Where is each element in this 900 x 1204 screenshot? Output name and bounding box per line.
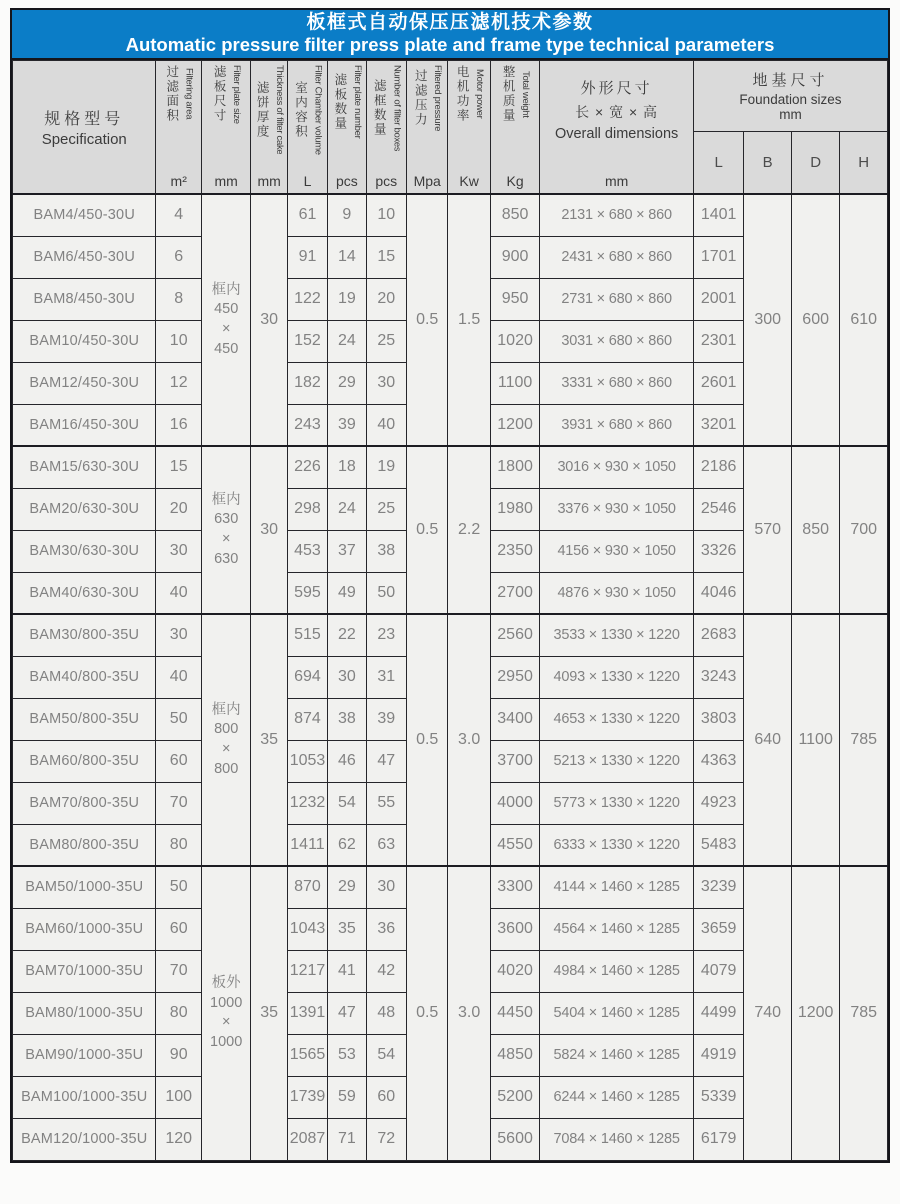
chamber-volume-cell: 61 bbox=[287, 194, 327, 236]
chamber-volume-cell: 694 bbox=[287, 656, 327, 698]
box-number-cell: 47 bbox=[366, 740, 406, 782]
table-header bbox=[13, 61, 888, 195]
filtering-area-cell: 16 bbox=[156, 404, 201, 446]
box-number-cell: 63 bbox=[366, 824, 406, 866]
total-weight-cell: 2350 bbox=[490, 530, 540, 572]
total-weight-cell: 3600 bbox=[490, 908, 540, 950]
overall-dimensions-cell: 5404 × 1460 × 1285 bbox=[540, 992, 694, 1034]
foundation-l-cell: 2683 bbox=[693, 614, 744, 656]
total-weight-cell: 3700 bbox=[490, 740, 540, 782]
chamber-volume-cell: 1217 bbox=[287, 950, 327, 992]
overall-dimensions-cell: 4564 × 1460 × 1285 bbox=[540, 908, 694, 950]
filtering-area-cell: 60 bbox=[156, 740, 201, 782]
box-number-cell: 39 bbox=[366, 698, 406, 740]
box-number-cell: 23 bbox=[366, 614, 406, 656]
overall-dimensions-cell: 4093 × 1330 × 1220 bbox=[540, 656, 694, 698]
overall-dimensions-cell: 2731 × 680 × 860 bbox=[540, 278, 694, 320]
chamber-volume-cell: 515 bbox=[287, 614, 327, 656]
plate-number-cell: 41 bbox=[328, 950, 366, 992]
filtering-area-cell: 10 bbox=[156, 320, 201, 362]
plate-number-cell: 9 bbox=[328, 194, 366, 236]
motor-power-cell: 3.0 bbox=[448, 614, 490, 866]
overall-en: Overall dimensions bbox=[554, 126, 679, 142]
overall-dimensions-cell: 5824 × 1460 × 1285 bbox=[540, 1034, 694, 1076]
foundation-l-cell: 2186 bbox=[693, 446, 744, 488]
total-weight-unit: Kg bbox=[506, 173, 524, 189]
filtered-pressure-zh: 过滤压力 bbox=[413, 69, 428, 128]
chamber-volume-zh: 室内容积 bbox=[293, 80, 308, 139]
col-header-filtering-area bbox=[156, 61, 201, 195]
filtering-area-cell: 80 bbox=[156, 824, 201, 866]
foundation-b-cell: 740 bbox=[744, 866, 791, 1160]
overall-dimensions-cell: 3931 × 680 × 860 bbox=[540, 404, 694, 446]
chamber-volume-cell: 182 bbox=[287, 362, 327, 404]
overall-dimensions-cell: 3331 × 680 × 860 bbox=[540, 362, 694, 404]
box-number-cell: 19 bbox=[366, 446, 406, 488]
chamber-volume-cell: 1232 bbox=[287, 782, 327, 824]
box-number-cell: 54 bbox=[366, 1034, 406, 1076]
plate-number-cell: 14 bbox=[328, 236, 366, 278]
plate-number-cell: 39 bbox=[328, 404, 366, 446]
overall-dimensions-cell: 4984 × 1460 × 1285 bbox=[540, 950, 694, 992]
model-group-2 bbox=[13, 446, 888, 614]
overall-dimensions-cell: 2131 × 680 × 860 bbox=[540, 194, 694, 236]
total-weight-cell: 2700 bbox=[490, 572, 540, 614]
chamber-volume-cell: 453 bbox=[287, 530, 327, 572]
plate-size-zh: 滤板尺寸 bbox=[212, 65, 227, 124]
plate-size-cell: 框内 800 × 800 bbox=[201, 614, 251, 866]
chamber-volume-cell: 595 bbox=[287, 572, 327, 614]
col-header-foundation-b: B bbox=[744, 131, 791, 194]
filtering-area-cell: 12 bbox=[156, 362, 201, 404]
filtering-area-cell: 50 bbox=[156, 698, 201, 740]
filtering-area-cell: 80 bbox=[156, 992, 201, 1034]
plate-number-zh: 滤板数量 bbox=[332, 72, 347, 131]
foundation-l-cell: 2301 bbox=[693, 320, 744, 362]
spec-cell: BAM40/800-35U bbox=[13, 656, 156, 698]
total-weight-cell: 4850 bbox=[490, 1034, 540, 1076]
spec-cell: BAM50/1000-35U bbox=[13, 866, 156, 908]
foundation-b-cell: 570 bbox=[744, 446, 791, 614]
filtering-area-cell: 70 bbox=[156, 782, 201, 824]
filtered-pressure-unit: Mpa bbox=[413, 173, 441, 189]
total-weight-cell: 1020 bbox=[490, 320, 540, 362]
foundation-en: Foundation sizes bbox=[739, 92, 842, 108]
box-number-cell: 31 bbox=[366, 656, 406, 698]
motor-power-cell: 1.5 bbox=[448, 194, 490, 446]
plate-number-cell: 49 bbox=[328, 572, 366, 614]
cake-thickness-en: Thickness of filter cake bbox=[274, 65, 286, 155]
spec-cell: BAM60/800-35U bbox=[13, 740, 156, 782]
foundation-l-cell: 3659 bbox=[693, 908, 744, 950]
foundation-d-cell: 600 bbox=[791, 194, 839, 446]
filtering-area-unit: m² bbox=[170, 173, 187, 189]
filtered-pressure-cell: 0.5 bbox=[406, 194, 447, 446]
plate-size-unit: mm bbox=[214, 173, 238, 189]
overall-unit: mm bbox=[604, 173, 629, 189]
filtered-pressure-en: Filtered pressure bbox=[432, 65, 444, 132]
plate-number-cell: 24 bbox=[328, 488, 366, 530]
model-group-1 bbox=[13, 194, 888, 446]
box-number-cell: 25 bbox=[366, 320, 406, 362]
box-number-zh: 滤框数量 bbox=[372, 79, 387, 138]
total-weight-cell: 1800 bbox=[490, 446, 540, 488]
foundation-h-cell: 610 bbox=[840, 194, 888, 446]
filtering-area-cell: 100 bbox=[156, 1076, 201, 1118]
total-weight-cell: 4020 bbox=[490, 950, 540, 992]
spec-cell: BAM15/630-30U bbox=[13, 446, 156, 488]
box-number-cell: 55 bbox=[366, 782, 406, 824]
spec-cell: BAM50/800-35U bbox=[13, 698, 156, 740]
filtering-area-cell: 30 bbox=[156, 614, 201, 656]
overall-formula: 长 × 宽 × 高 bbox=[575, 104, 659, 120]
foundation-l-cell: 4079 bbox=[693, 950, 744, 992]
col-header-foundation-sizes bbox=[693, 61, 887, 132]
spec-cell: BAM60/1000-35U bbox=[13, 908, 156, 950]
col-header-box-number bbox=[366, 61, 406, 195]
total-weight-zh: 整机质量 bbox=[501, 65, 516, 123]
plate-number-cell: 47 bbox=[328, 992, 366, 1034]
overall-dimensions-cell: 3031 × 680 × 860 bbox=[540, 320, 694, 362]
spec-cell: BAM4/450-30U bbox=[13, 194, 156, 236]
foundation-l-cell: 3243 bbox=[693, 656, 744, 698]
model-group-4 bbox=[13, 866, 888, 1160]
foundation-b-cell: 300 bbox=[744, 194, 791, 446]
plate-size-cell: 板外 1000 × 1000 bbox=[201, 866, 251, 1160]
box-number-unit: pcs bbox=[375, 173, 398, 189]
chamber-volume-cell: 870 bbox=[287, 866, 327, 908]
foundation-l-cell: 3803 bbox=[693, 698, 744, 740]
chamber-volume-cell: 243 bbox=[287, 404, 327, 446]
filtering-area-en: Filtering area bbox=[183, 68, 195, 120]
plate-number-cell: 24 bbox=[328, 320, 366, 362]
title-bar bbox=[12, 10, 888, 60]
box-number-cell: 36 bbox=[366, 908, 406, 950]
table-row bbox=[13, 614, 888, 656]
chamber-volume-cell: 152 bbox=[287, 320, 327, 362]
filtering-area-cell: 8 bbox=[156, 278, 201, 320]
cake-thickness-unit: mm bbox=[257, 173, 281, 189]
motor-power-cell: 3.0 bbox=[448, 866, 490, 1160]
chamber-volume-cell: 1565 bbox=[287, 1034, 327, 1076]
plate-number-cell: 29 bbox=[328, 866, 366, 908]
plate-number-cell: 22 bbox=[328, 614, 366, 656]
plate-number-unit: pcs bbox=[335, 173, 358, 189]
chamber-volume-cell: 91 bbox=[287, 236, 327, 278]
parameters-table bbox=[12, 60, 888, 1161]
plate-number-cell: 29 bbox=[328, 362, 366, 404]
chamber-volume-cell: 1043 bbox=[287, 908, 327, 950]
total-weight-cell: 1980 bbox=[490, 488, 540, 530]
box-number-cell: 38 bbox=[366, 530, 406, 572]
plate-number-cell: 46 bbox=[328, 740, 366, 782]
foundation-l-cell: 3326 bbox=[693, 530, 744, 572]
total-weight-cell: 1100 bbox=[490, 362, 540, 404]
box-number-cell: 50 bbox=[366, 572, 406, 614]
filtering-area-cell: 50 bbox=[156, 866, 201, 908]
spec-cell: BAM40/630-30U bbox=[13, 572, 156, 614]
overall-dimensions-cell: 3533 × 1330 × 1220 bbox=[540, 614, 694, 656]
overall-dimensions-cell: 3016 × 930 × 1050 bbox=[540, 446, 694, 488]
box-number-cell: 20 bbox=[366, 278, 406, 320]
chamber-volume-cell: 2087 bbox=[287, 1118, 327, 1160]
foundation-zh: 地基尺寸 bbox=[752, 72, 829, 90]
total-weight-cell: 5200 bbox=[490, 1076, 540, 1118]
motor-power-zh: 电机功率 bbox=[455, 65, 470, 123]
plate-number-cell: 35 bbox=[328, 908, 366, 950]
overall-dimensions-cell: 4653 × 1330 × 1220 bbox=[540, 698, 694, 740]
filtering-area-cell: 40 bbox=[156, 656, 201, 698]
foundation-unit: mm bbox=[779, 107, 802, 123]
page-title-zh: 板框式自动保压压滤机技术参数 bbox=[306, 12, 594, 33]
overall-dimensions-cell: 4156 × 930 × 1050 bbox=[540, 530, 694, 572]
overall-zh: 外形尺寸 bbox=[580, 80, 653, 97]
chamber-volume-unit: L bbox=[303, 173, 312, 189]
filtering-area-cell: 120 bbox=[156, 1118, 201, 1160]
chamber-volume-cell: 1053 bbox=[287, 740, 327, 782]
page-title-en: Automatic pressure filter press plate and frame type technical parameters bbox=[125, 34, 775, 55]
spec-cell: BAM80/800-35U bbox=[13, 824, 156, 866]
spec-cell: BAM10/450-30U bbox=[13, 320, 156, 362]
overall-dimensions-cell: 5213 × 1330 × 1220 bbox=[540, 740, 694, 782]
spec-cell: BAM30/630-30U bbox=[13, 530, 156, 572]
filtering-area-cell: 40 bbox=[156, 572, 201, 614]
foundation-h-cell: 785 bbox=[840, 866, 888, 1160]
model-group-3 bbox=[13, 614, 888, 866]
foundation-l-cell: 1401 bbox=[693, 194, 744, 236]
foundation-b-cell: 640 bbox=[744, 614, 791, 866]
spec-cell: BAM8/450-30U bbox=[13, 278, 156, 320]
total-weight-cell: 1200 bbox=[490, 404, 540, 446]
col-header-filtered-pressure bbox=[406, 61, 447, 195]
spec-cell: BAM12/450-30U bbox=[13, 362, 156, 404]
overall-dimensions-cell: 7084 × 1460 × 1285 bbox=[540, 1118, 694, 1160]
spec-cell: BAM6/450-30U bbox=[13, 236, 156, 278]
total-weight-cell: 3300 bbox=[490, 866, 540, 908]
foundation-l-cell: 3239 bbox=[693, 866, 744, 908]
box-number-cell: 10 bbox=[366, 194, 406, 236]
chamber-volume-cell: 226 bbox=[287, 446, 327, 488]
table-row bbox=[13, 446, 888, 488]
chamber-volume-cell: 1739 bbox=[287, 1076, 327, 1118]
plate-number-cell: 18 bbox=[328, 446, 366, 488]
col-header-foundation-d: D bbox=[791, 131, 839, 194]
spec-cell: BAM70/1000-35U bbox=[13, 950, 156, 992]
total-weight-cell: 2950 bbox=[490, 656, 540, 698]
chamber-volume-cell: 1411 bbox=[287, 824, 327, 866]
plate-number-cell: 71 bbox=[328, 1118, 366, 1160]
foundation-l-cell: 4919 bbox=[693, 1034, 744, 1076]
spec-cell: BAM20/630-30U bbox=[13, 488, 156, 530]
spec-header-en: Specification bbox=[41, 131, 127, 148]
filtering-area-cell: 90 bbox=[156, 1034, 201, 1076]
foundation-l-cell: 3201 bbox=[693, 404, 744, 446]
total-weight-cell: 5600 bbox=[490, 1118, 540, 1160]
total-weight-cell: 4550 bbox=[490, 824, 540, 866]
plate-number-cell: 30 bbox=[328, 656, 366, 698]
plate-size-cell: 框内 450 × 450 bbox=[201, 194, 251, 446]
col-header-total-weight bbox=[490, 61, 540, 195]
overall-dimensions-cell: 6244 × 1460 × 1285 bbox=[540, 1076, 694, 1118]
plate-number-cell: 53 bbox=[328, 1034, 366, 1076]
total-weight-en: Total weight bbox=[520, 70, 532, 118]
chamber-volume-cell: 298 bbox=[287, 488, 327, 530]
spec-cell: BAM16/450-30U bbox=[13, 404, 156, 446]
foundation-l-cell: 5483 bbox=[693, 824, 744, 866]
chamber-volume-cell: 874 bbox=[287, 698, 327, 740]
plate-number-cell: 59 bbox=[328, 1076, 366, 1118]
chamber-volume-en: Filter Chamber volume bbox=[312, 65, 324, 155]
foundation-l-cell: 5339 bbox=[693, 1076, 744, 1118]
overall-dimensions-cell: 5773 × 1330 × 1220 bbox=[540, 782, 694, 824]
cake-thickness-cell: 30 bbox=[251, 446, 287, 614]
table-row bbox=[13, 194, 888, 236]
spec-sheet bbox=[10, 8, 890, 1163]
foundation-l-cell: 4923 bbox=[693, 782, 744, 824]
box-number-cell: 48 bbox=[366, 992, 406, 1034]
foundation-l-cell: 6179 bbox=[693, 1118, 744, 1160]
box-number-cell: 30 bbox=[366, 866, 406, 908]
total-weight-cell: 3400 bbox=[490, 698, 540, 740]
spec-cell: BAM30/800-35U bbox=[13, 614, 156, 656]
cake-thickness-zh: 滤饼厚度 bbox=[255, 80, 270, 139]
overall-dimensions-cell: 3376 × 930 × 1050 bbox=[540, 488, 694, 530]
overall-dimensions-cell: 4144 × 1460 × 1285 bbox=[540, 866, 694, 908]
motor-power-unit: Kw bbox=[459, 173, 479, 189]
filtering-area-cell: 4 bbox=[156, 194, 201, 236]
foundation-l-cell: 4363 bbox=[693, 740, 744, 782]
col-header-foundation-h: H bbox=[840, 131, 888, 194]
box-number-cell: 72 bbox=[366, 1118, 406, 1160]
total-weight-cell: 950 bbox=[490, 278, 540, 320]
filtering-area-cell: 15 bbox=[156, 446, 201, 488]
overall-dimensions-cell: 2431 × 680 × 860 bbox=[540, 236, 694, 278]
plate-number-cell: 37 bbox=[328, 530, 366, 572]
plate-number-cell: 38 bbox=[328, 698, 366, 740]
cake-thickness-cell: 30 bbox=[251, 194, 287, 446]
filtering-area-cell: 30 bbox=[156, 530, 201, 572]
overall-dimensions-cell: 4876 × 930 × 1050 bbox=[540, 572, 694, 614]
filtering-area-cell: 60 bbox=[156, 908, 201, 950]
col-header-plate-size bbox=[201, 61, 251, 195]
filtering-area-zh: 过滤面积 bbox=[164, 65, 179, 123]
plate-number-cell: 54 bbox=[328, 782, 366, 824]
motor-power-en: Motor power bbox=[474, 69, 486, 119]
filtering-area-cell: 6 bbox=[156, 236, 201, 278]
cake-thickness-cell: 35 bbox=[251, 866, 287, 1160]
foundation-l-cell: 4046 bbox=[693, 572, 744, 614]
col-header-specification bbox=[13, 61, 156, 195]
foundation-l-cell: 4499 bbox=[693, 992, 744, 1034]
spec-cell: BAM80/1000-35U bbox=[13, 992, 156, 1034]
motor-power-cell: 2.2 bbox=[448, 446, 490, 614]
spec-cell: BAM70/800-35U bbox=[13, 782, 156, 824]
foundation-d-cell: 850 bbox=[791, 446, 839, 614]
filtered-pressure-cell: 0.5 bbox=[406, 866, 447, 1160]
box-number-cell: 42 bbox=[366, 950, 406, 992]
spec-cell: BAM120/1000-35U bbox=[13, 1118, 156, 1160]
filtered-pressure-cell: 0.5 bbox=[406, 614, 447, 866]
total-weight-cell: 4450 bbox=[490, 992, 540, 1034]
plate-number-cell: 19 bbox=[328, 278, 366, 320]
plate-size-cell: 框内 630 × 630 bbox=[201, 446, 251, 614]
chamber-volume-cell: 122 bbox=[287, 278, 327, 320]
col-header-foundation-l: L bbox=[693, 131, 744, 194]
chamber-volume-cell: 1391 bbox=[287, 992, 327, 1034]
box-number-cell: 30 bbox=[366, 362, 406, 404]
filtering-area-cell: 70 bbox=[156, 950, 201, 992]
box-number-cell: 60 bbox=[366, 1076, 406, 1118]
foundation-l-cell: 2601 bbox=[693, 362, 744, 404]
total-weight-cell: 2560 bbox=[490, 614, 540, 656]
spec-cell: BAM90/1000-35U bbox=[13, 1034, 156, 1076]
col-header-chamber-volume bbox=[287, 61, 327, 195]
filtered-pressure-cell: 0.5 bbox=[406, 446, 447, 614]
foundation-h-cell: 700 bbox=[840, 446, 888, 614]
foundation-h-cell: 785 bbox=[840, 614, 888, 866]
overall-dimensions-cell: 6333 × 1330 × 1220 bbox=[540, 824, 694, 866]
total-weight-cell: 4000 bbox=[490, 782, 540, 824]
col-header-motor-power bbox=[448, 61, 490, 195]
foundation-d-cell: 1200 bbox=[791, 866, 839, 1160]
total-weight-cell: 900 bbox=[490, 236, 540, 278]
col-header-overall-dimensions bbox=[540, 61, 694, 195]
col-header-cake-thickness bbox=[251, 61, 287, 195]
plate-number-en: Filter plate number bbox=[351, 65, 363, 139]
box-number-cell: 25 bbox=[366, 488, 406, 530]
spec-cell: BAM100/1000-35U bbox=[13, 1076, 156, 1118]
foundation-d-cell: 1100 bbox=[791, 614, 839, 866]
plate-size-en: Filter plate size bbox=[231, 65, 243, 124]
plate-number-cell: 62 bbox=[328, 824, 366, 866]
foundation-l-cell: 1701 bbox=[693, 236, 744, 278]
box-number-cell: 15 bbox=[366, 236, 406, 278]
cake-thickness-cell: 35 bbox=[251, 614, 287, 866]
col-header-plate-number bbox=[328, 61, 366, 195]
foundation-l-cell: 2001 bbox=[693, 278, 744, 320]
box-number-cell: 40 bbox=[366, 404, 406, 446]
foundation-l-cell: 2546 bbox=[693, 488, 744, 530]
table-row bbox=[13, 866, 888, 908]
filtering-area-cell: 20 bbox=[156, 488, 201, 530]
box-number-en: Number of filter boxes bbox=[391, 65, 403, 152]
spec-header-zh: 规格型号 bbox=[44, 111, 125, 128]
total-weight-cell: 850 bbox=[490, 194, 540, 236]
